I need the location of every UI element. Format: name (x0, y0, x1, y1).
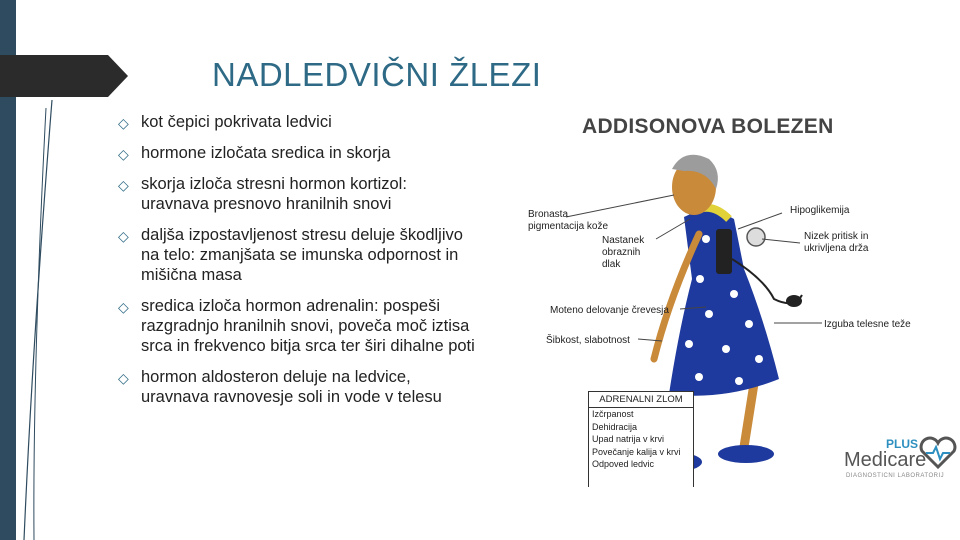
bullet-item: ◇ hormon aldosteron deluje na ledvice, uravnava ravnovesje soli in vode v telesu (118, 368, 442, 406)
bullet-item: ◇ sredica izloča hormon adrenalin: pospeši razgradnjo hranilnih snovi, poveča moč iztisa srca in frekvenco bitja srca ter širi dihalne poti (118, 297, 475, 355)
bullet-item: ◇ skorja izloča stresni hormon kortizol: uravnava presnovo hranilnih snovi (118, 175, 407, 213)
label-bowel: Moteno delovanje črevesja (550, 305, 669, 316)
bullet-list (118, 112, 478, 418)
diamond-bullet-icon: ◇ (118, 228, 129, 244)
label-hypoglycemia: Hipoglikemija (790, 205, 850, 216)
addison-disease-illustration (494, 109, 958, 487)
diamond-bullet-icon: ◇ (118, 115, 129, 131)
label-pigmentation: Bronasta pigmentacija kože (528, 209, 609, 232)
logo-plus-text: PLUS (886, 437, 919, 451)
label-low-pressure: Nizek pritisk in ukrivljena drža (804, 231, 869, 254)
label-facial-hair: Nastanek obraznih dlak (602, 235, 645, 270)
logo-name-text: Medicare (844, 449, 927, 471)
adrenal-crisis-box (588, 391, 694, 487)
logo-subtitle-text: DIAGNOSTICNI LABORATORIJ (846, 473, 945, 479)
label-weight-loss: Izguba telesne teže (824, 319, 911, 330)
title-tab-shape (0, 55, 128, 97)
bullet-item: ◇ daljša izpostavljenost stresu deluje škodljivo na telo: zmanjšata se imunska odpornost in mišična masa (118, 226, 463, 284)
patient-figure (494, 109, 958, 487)
crisis-item: Upad natrija v krvi (592, 434, 665, 444)
bullet-item: ◇ kot čepici pokrivata ledvici (118, 113, 332, 131)
diamond-bullet-icon: ◇ (118, 370, 129, 386)
crisis-item: Odpoved ledvic (592, 459, 655, 469)
diamond-bullet-icon: ◇ (118, 299, 129, 315)
crisis-heading: ADRENALNI ZLOM (589, 392, 693, 408)
figure-title: ADDISONOVA BOLEZEN (582, 115, 834, 138)
diamond-bullet-icon: ◇ (118, 146, 129, 162)
page-title: NADLEDVIČNI ŽLEZI (212, 56, 542, 93)
crisis-list (589, 408, 693, 471)
crisis-item: Izčrpanost (592, 409, 634, 419)
bullet-item: ◇ hormone izločata sredica in skorja (118, 144, 391, 162)
label-weakness: Šibkost, slabotnost (546, 335, 630, 346)
crisis-item: Povečanje kalija v krvi (592, 446, 681, 457)
diamond-bullet-icon: ◇ (118, 177, 129, 193)
crisis-item: Dehidracija (592, 421, 638, 432)
